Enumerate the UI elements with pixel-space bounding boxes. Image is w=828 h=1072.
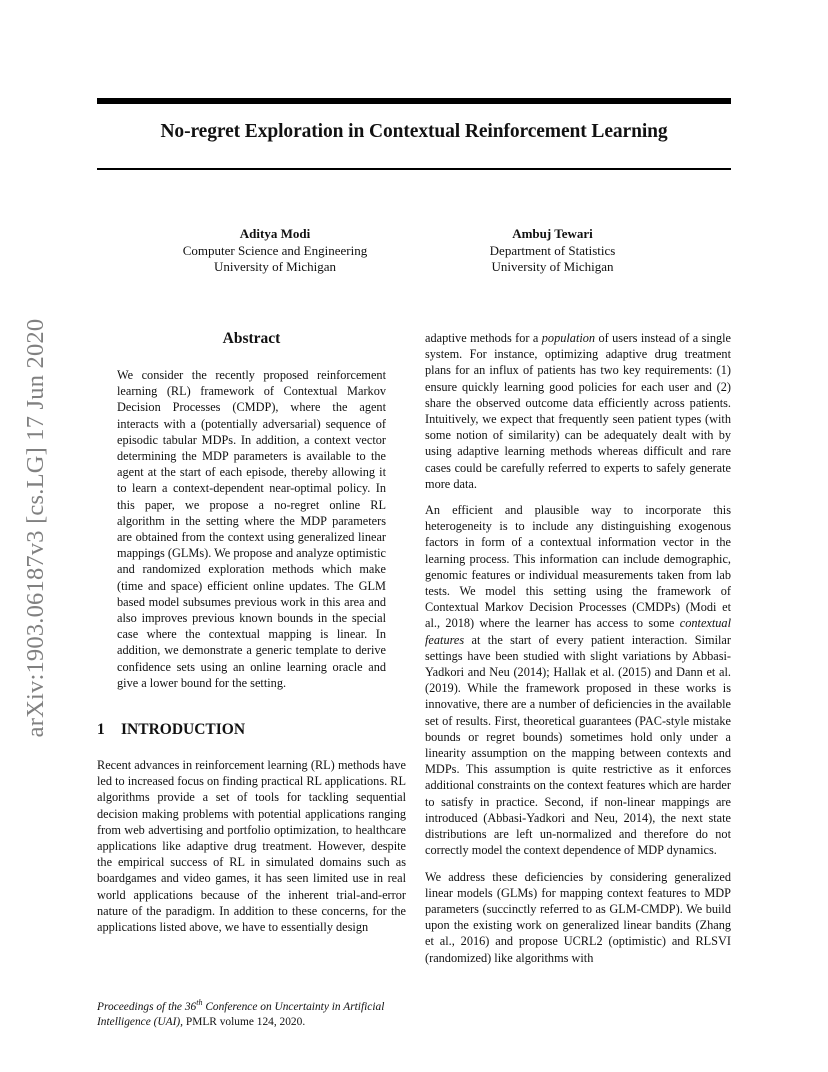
section-title: INTRODUCTION xyxy=(121,721,246,739)
intro-paragraph-3: An efficient and plausible way to incorporate this heterogeneity is to include any distinguishing exogenous factors in form of a contextual information vector in the learning process. This information can include demographic, genomic features or individual measurements taken from lab tests. We model this setting using the framework of Contextual Markov Decision Processes (CMDPs) (Modi et al., 2018) where the learner has access to some contextual features at the start of every patient interaction. Similar settings have been studied with slight variations by Abbasi-Yadkori and Neu (2014); Hallak et al. (2015) and Dann et al. (2019). While the framework proposed in these works is innovative, there are a number of deficiencies in the available set of results. First, theoretical guarantees (PAC-style mistake bounds or regret bounds) sometimes hold only under a linearity assumption on the mapping between contexts and MDPs. This assumption is quite restrictive as it enforces additional constraints on the context features which are harder to satisfy in practice. Second, if non-linear mappings are introduced (Abbasi-Yadkori and Neu, 2014), the next state distributions are left un-normalized and therefore do not correctly model the context dependence of MDP dynamics. xyxy=(425,503,731,858)
abstract-text: We consider the recently proposed reinforcement learning (RL) framework of Contextual Markov Decision Processes (CMDP), where the agent interacts with a (potentially adversarial) sequence of episodic tabular MDPs. In addition, a context vector determining the MDP parameters is available to the agent at the start of each episode, thereby allowing it to learn a context-dependent near-optimal policy. In this paper, we propose a no-regret online RL algorithm in the setting where the MDP parameters are obtained from the context using generalized linear mappings (GLMs). We propose and analyze optimistic and randomized exploration methods which make (time and space) efficient online updates. The GLM based model subsumes previous work in this area and also improves previous known bounds in the special case where the contextual mapping is linear. In addition, we demonstrate a generic template to derive confidence sets using an online learning oracle and give a lower bound for the setting. xyxy=(117,368,386,690)
author-block-2 xyxy=(430,226,675,276)
proceedings-footnote: Proceedings of the 36th Conference on Uncertainty in Artificial Intelligence (UAI), PMLR volume 124, 2020. xyxy=(97,998,385,1029)
author-affiliation: University of Michigan xyxy=(213,259,337,274)
author-department: Computer Science and Engineering xyxy=(182,242,368,258)
title-rule-top xyxy=(97,98,731,104)
right-column xyxy=(425,330,731,966)
author-department: Department of Statistics xyxy=(489,242,616,258)
left-column xyxy=(97,330,406,935)
author-name: Aditya Modi xyxy=(239,226,311,241)
paper-title: No-regret Exploration in Contextual Reinforcement Learning xyxy=(160,121,668,142)
author-affiliation: University of Michigan xyxy=(491,259,614,274)
abstract-heading: Abstract xyxy=(222,330,281,347)
title-rule-bottom xyxy=(97,168,731,170)
section-number: 1 xyxy=(97,721,105,739)
intro-paragraph-2: adaptive methods for a population of users instead of a single system. For instance, optimizing adaptive drug treatment plans for an influx of patients has two key requirements: (1) ensure quickly learning good policies for each user and (2) share the observed outcome data efficiently across patients. Intuitively, we expect that frequently seen patient types (with some notion of similarity) can be adequately dealt with by using adaptive learning methods whereas difficult and rare cases could be carefully referred to experts to safely generate more data. xyxy=(425,331,731,491)
author-name: Ambuj Tewari xyxy=(512,226,593,241)
intro-paragraph-4: We address these deficiencies by considering generalized linear models (GLMs) for mapping context features to MDP parameters (succinctly referred to as GLM-CMDP). We build upon the existing work on generalized linear bandits (Zhang et al., 2016) and propose UCRL2 (optimistic) and RLSVI (randomized) like algorithms with xyxy=(425,869,731,965)
section-heading xyxy=(97,721,406,745)
author-block-1 xyxy=(150,226,400,276)
arxiv-stamp: arXiv:1903.06187v3 [cs.LG] 17 Jun 2020 xyxy=(22,318,49,738)
intro-paragraph-1: Recent advances in reinforcement learning (RL) methods have led to increased focus on finding practical RL applications. RL algorithms provide a set of tools for tackling sequential decision making problems with potential applications ranging from web advertising and portfolio optimization, to healthcare applications like adaptive drug treatment. However, despite the empirical success of RL in simulated domains such as boardgames and video games, it has seen limited use in real world applications because of the inherent trial-and-error nature of the paradigm. In addition to these concerns, for the applications listed above, we have to essentially design xyxy=(97,758,406,935)
